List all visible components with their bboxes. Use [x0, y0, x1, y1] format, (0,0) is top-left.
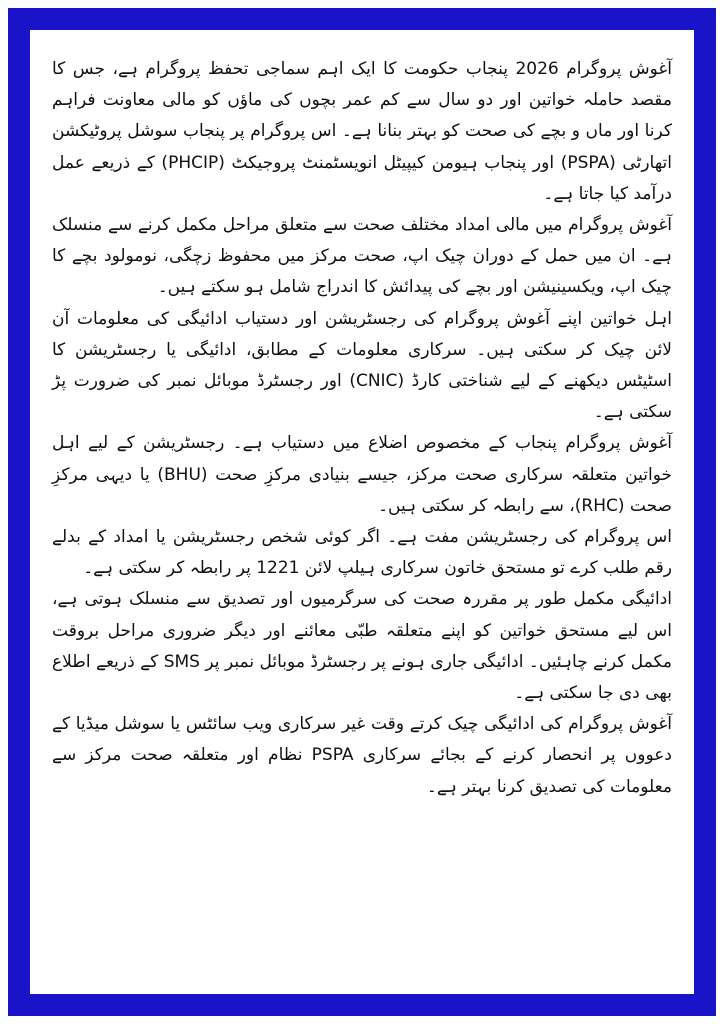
paragraph-payment: ادائیگی مکمل طور پر مقررہ صحت کی سرگرمیوں اور تصدیق سے منسلک ہوتی ہے، اس لیے مستحق خواتین کو اپنے متعلقہ طبّی معائنے اور دیگر ضروری مراحل بروقت مکمل کرنے چاہئیں۔ ادائیگی جاری ہونے پر رجسٹرڈ موبائل نمبر پر SMS کے ذریعے اطلاع بھی دی جا سکتی ہے۔ — [52, 589, 673, 704]
paragraph-health-stages: آغوش پروگرام میں مالی امداد مختلف صحت سے متعلق مراحل مکمل کرنے سے منسلک ہے۔ ان میں حمل کے دوران چیک اپ، صحت مرکز میں محفوظ زچگی، نومولود بچے کا چیک اپ، ویکسینیشن اور بچے کی پیدائش کا اندراج شامل ہو سکتے ہیں۔ — [52, 215, 672, 298]
paragraph-districts: آغوش پروگرام پنجاب کے مخصوص اضلاع میں دستیاب ہے۔ رجسٹریشن کے لیے اہل خواتین متعلقہ سرکاری صحت مرکز، جیسے بنیادی مرکزِ صحت (BHU) یا دیہی مرکزِ صحت (RHC)، سے رابطہ کر سکتی ہیں۔ — [52, 433, 672, 516]
paragraph-free-registration: اس پروگرام کی رجسٹریشن مفت ہے۔ اگر کوئی شخص رجسٹریشن یا امداد کے بدلے رقم طلب کرے تو مستحق خاتون سرکاری ہیلپ لائن 1221 پر رابطہ کر سکتی ہے۔ — [52, 527, 672, 579]
page-border — [8, 8, 716, 1016]
paragraph-verification: آغوش پروگرام کی ادائیگی چیک کرتے وقت غیر سرکاری ویب سائٹس یا سوشل میڈیا کے دعووں پر انحصار کرنے کے بجائے سرکاری PSPA نظام اور متعلقہ صحت مرکز سے معلومات کی تصدیق کرنا بہتر ہے۔ — [52, 714, 673, 797]
paragraph-intro: آغوش پروگرام 2026 پنجاب حکومت کا ایک اہم سماجی تحفظ پروگرام ہے، جس کا مقصد حاملہ خواتین اور دو سال سے کم عمر بچوں کی ماؤں کو مالی معاونت فراہم کرنا اور ماں و بچے کی صحت کو بہتر بنانا ہے۔ اس پروگرام پر پنجاب سوشل پروٹیکشن اتھارٹی (PSPA) اور پنجاب ہیومن کیپیٹل انویسٹمنٹ پروجیکٹ (PHCIP) کے ذریعے عمل درآمد کیا جاتا ہے۔ — [52, 59, 672, 204]
paragraph-online-check: اہل خواتین اپنے آغوش پروگرام کی رجسٹریشن اور دستیاب ادائیگی کی معلومات آن لائن چیک کر سکتی ہیں۔ سرکاری معلومات کے مطابق، ادائیگی یا رجسٹریشن کا اسٹیٹس دیکھنے کے لیے شناختی کارڈ (CNIC) اور رجسٹرڈ موبائل نمبر کی ضرورت پڑ سکتی ہے۔ — [52, 308, 672, 423]
document-body — [30, 30, 694, 994]
